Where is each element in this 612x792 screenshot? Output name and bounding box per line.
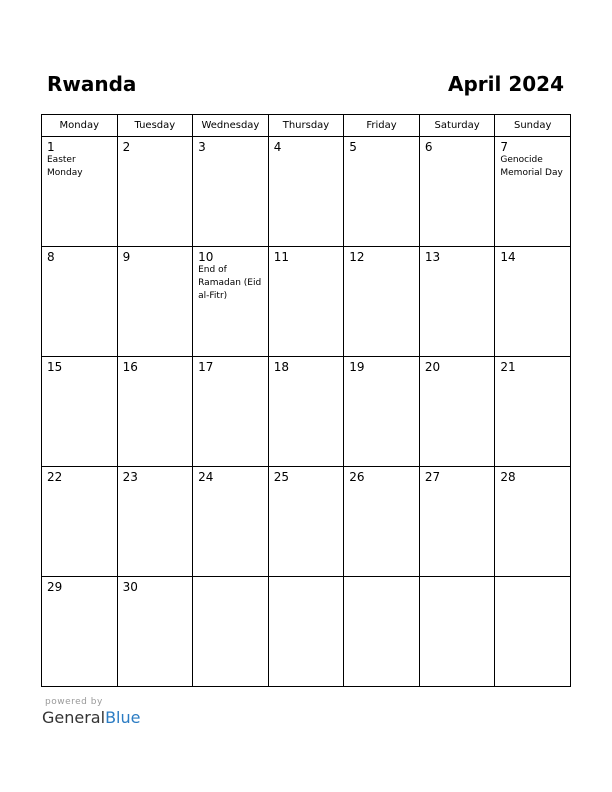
day-number [495, 577, 570, 580]
day-number: 14 [500, 250, 516, 264]
day-cell [495, 467, 571, 577]
day-cell [419, 577, 495, 687]
day-cell [268, 137, 344, 247]
day-number: 10 [198, 250, 214, 264]
day-number: 13 [424, 250, 441, 264]
weekday-sunday: Sunday [495, 115, 571, 137]
day-number: 18 [273, 360, 289, 374]
day-cell [268, 247, 344, 357]
day-number: 12 [349, 250, 365, 264]
weekday-header-row [42, 115, 571, 137]
day-number: 15 [47, 360, 63, 374]
weekday-monday: Monday [42, 115, 118, 137]
day-cell [42, 137, 118, 247]
day-cell [193, 577, 269, 687]
day-number: 27 [424, 470, 441, 484]
day-number: 23 [122, 470, 138, 484]
day-number: 20 [424, 360, 441, 374]
day-cell [193, 357, 269, 467]
week-row-2 [42, 247, 571, 357]
weekday-wednesday: Wednesday [193, 115, 269, 137]
day-cell [419, 137, 495, 247]
day-number: 11 [273, 250, 289, 264]
day-number: 25 [273, 470, 289, 484]
weekday-thursday: Thursday [268, 115, 344, 137]
day-cell [117, 247, 193, 357]
day-cell [419, 247, 495, 357]
day-number: 4 [273, 140, 282, 154]
day-cell [42, 357, 118, 467]
day-cell [42, 577, 118, 687]
day-cell [419, 467, 495, 577]
day-cell [344, 467, 420, 577]
day-number: 21 [500, 360, 516, 374]
day-cell [42, 247, 118, 357]
day-number: 8 [47, 250, 55, 264]
day-cell [495, 137, 571, 247]
day-cell [344, 357, 420, 467]
day-cell [268, 467, 344, 577]
week-row-5 [42, 577, 571, 687]
day-number: 9 [122, 250, 131, 264]
day-cell [419, 357, 495, 467]
day-cell [268, 357, 344, 467]
day-cell [344, 137, 420, 247]
day-number: 29 [47, 580, 63, 594]
day-cell [42, 467, 118, 577]
day-number: 6 [424, 140, 433, 154]
day-number [269, 577, 344, 580]
week-row-1 [42, 137, 571, 247]
brand-general-text: General [42, 708, 106, 727]
day-cell [193, 467, 269, 577]
weekday-saturday: Saturday [419, 115, 495, 137]
day-number: 19 [349, 360, 365, 374]
day-cell [117, 577, 193, 687]
generalblue-logo[interactable] [42, 708, 140, 728]
day-number: 24 [198, 470, 214, 484]
day-cell [495, 247, 571, 357]
day-cell [193, 137, 269, 247]
day-number: 16 [122, 360, 138, 374]
day-number: 2 [122, 140, 131, 154]
day-number: 7 [500, 140, 509, 154]
day-cell [344, 247, 420, 357]
day-cell [193, 247, 269, 357]
day-number: 5 [349, 140, 357, 154]
day-number [420, 577, 495, 580]
holiday-label: Easter Monday [47, 155, 83, 178]
country-title: Rwanda [47, 72, 137, 96]
calendar-grid [41, 114, 571, 687]
day-cell [268, 577, 344, 687]
day-number: 28 [500, 470, 516, 484]
day-cell [117, 357, 193, 467]
day-number: 1 [47, 140, 55, 154]
day-number: 22 [47, 470, 63, 484]
week-row-3 [42, 357, 571, 467]
day-cell [117, 467, 193, 577]
holiday-label: Genocide Memorial Day [500, 155, 563, 178]
brand-blue-text: Blue [105, 708, 141, 727]
day-number: 17 [198, 360, 214, 374]
day-cell [117, 137, 193, 247]
weekday-tuesday: Tuesday [117, 115, 193, 137]
day-number [344, 577, 419, 580]
holiday-label: End of Ramadan (Eid al-Fitr) [198, 265, 262, 301]
day-number: 26 [349, 470, 365, 484]
weekday-friday: Friday [344, 115, 420, 137]
day-cell [495, 357, 571, 467]
week-row-4 [42, 467, 571, 577]
powered-by-text: powered by [45, 697, 103, 707]
day-number [193, 577, 268, 580]
day-number: 30 [122, 580, 138, 594]
day-cell [495, 577, 571, 687]
month-year-title: April 2024 [448, 72, 564, 96]
day-cell [344, 577, 420, 687]
day-number: 3 [198, 140, 206, 154]
